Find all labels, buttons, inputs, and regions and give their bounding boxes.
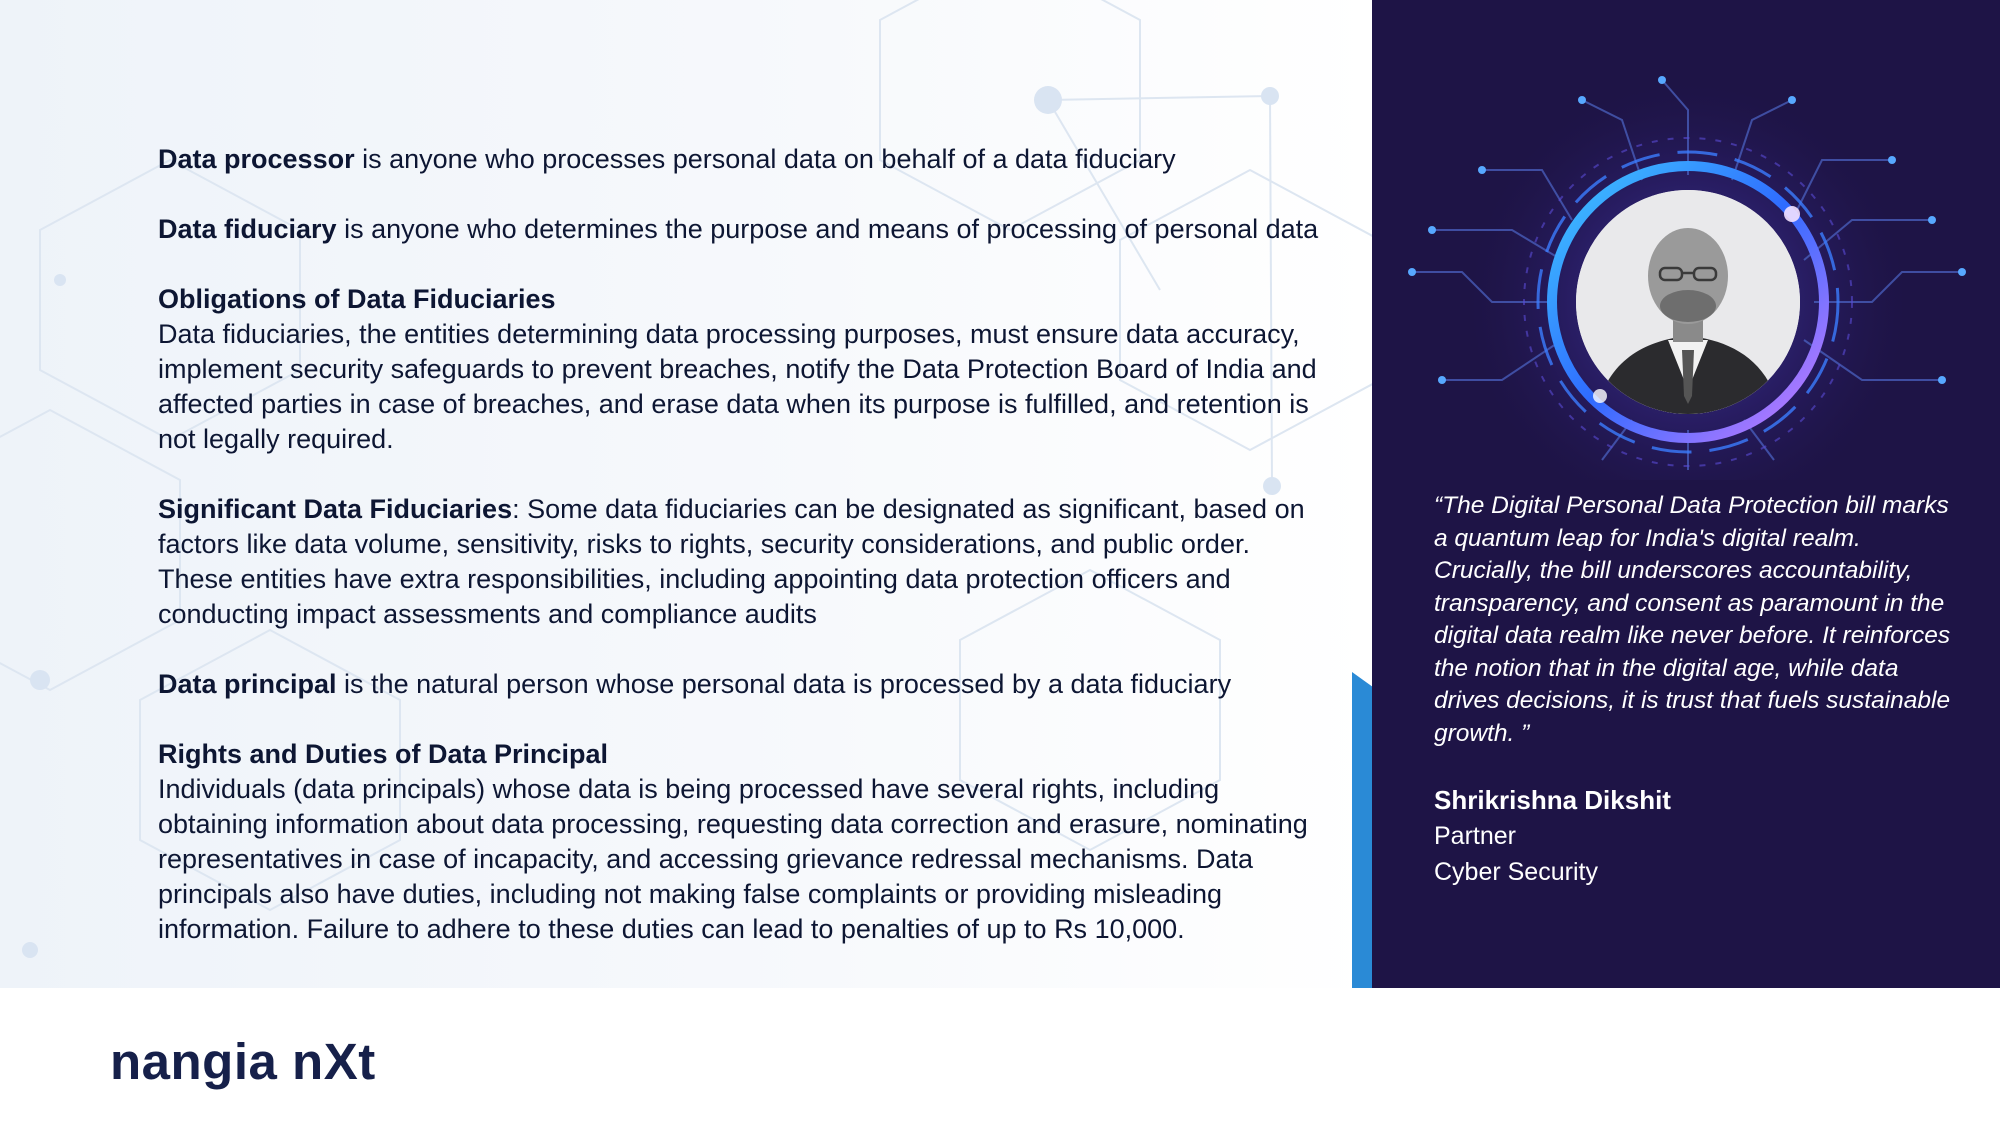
person-department: Cyber Security: [1434, 858, 1598, 886]
obligations-text: Data fiduciaries, the entities determining data processing purposes, must ensure data accuracy, implement security safeguards to prevent breaches, notify the Data Protection Board of India and affected parties in case of breaches, and erase data when its purpose is fulfilled, and retention is not legally required.: [158, 319, 1317, 454]
term-significant-fiduciaries: Significant Data Fiduciaries: [158, 494, 513, 524]
brand-logo: nangia nXt: [110, 1033, 376, 1090]
testimonial-quote: “The Digital Personal Data Protection bill marks a quantum leap for India's digital realm. Crucially, the bill underscores accountability, transparency, and consent as paramount in the digital data realm like never before. It reinforces the notion that in the digital age, while data drives decisions, it is trust that fuels sustainable growth. ”: [1434, 492, 1951, 747]
heading-rights-duties: Rights and Duties of Data Principal: [158, 739, 609, 769]
rights-duties-text: Individuals (data principals) whose data is being processed have several rights, including obtaining information about data processing, requesting data correction and erasure, nominating representatives in case of incapacity, and accessing grievance redressal mechanisms. Data principals also have duties, including not making false complaints or providing misleading information. Failure to adhere to these duties can lead to penalties of up to Rs 10,000.: [158, 774, 1308, 944]
person-portrait-icon: [1576, 190, 1800, 414]
definitions-body: [158, 142, 1328, 947]
heading-obligations: Obligations of Data Fiduciaries: [158, 284, 556, 314]
section-obligations: [158, 282, 1328, 457]
section-rights-duties: [158, 737, 1328, 947]
term-data-fiduciary: Data fiduciary: [158, 214, 337, 244]
term-data-principal: Data principal: [158, 669, 337, 699]
definition-significant-fiduciaries: Significant Data Fiduciaries: Some data fiduciaries can be designated as significant, based on factors like data volume, sensitivity, risks to rights, security considerations, and public order. These entities have extra responsibilities, including appointing data protection officers and conducting impact assessments and compliance audits: [158, 494, 1305, 629]
person-role: Partner: [1434, 822, 1516, 850]
definition-data-processor: Data processor is anyone who processes personal data on behalf of a data fiduciary: [158, 144, 1176, 174]
partner-photo: [1576, 190, 1800, 414]
term-data-processor: Data processor: [158, 144, 355, 174]
person-details: [1434, 782, 1954, 890]
person-name: Shrikrishna Dikshit: [1434, 785, 1671, 815]
definition-data-principal: Data principal is the natural person whose personal data is processed by a data fiduciary: [158, 669, 1232, 699]
logo-x: X: [323, 1033, 359, 1090]
definition-data-fiduciary: Data fiduciary is anyone who determines the purpose and means of processing of personal data: [158, 214, 1319, 244]
